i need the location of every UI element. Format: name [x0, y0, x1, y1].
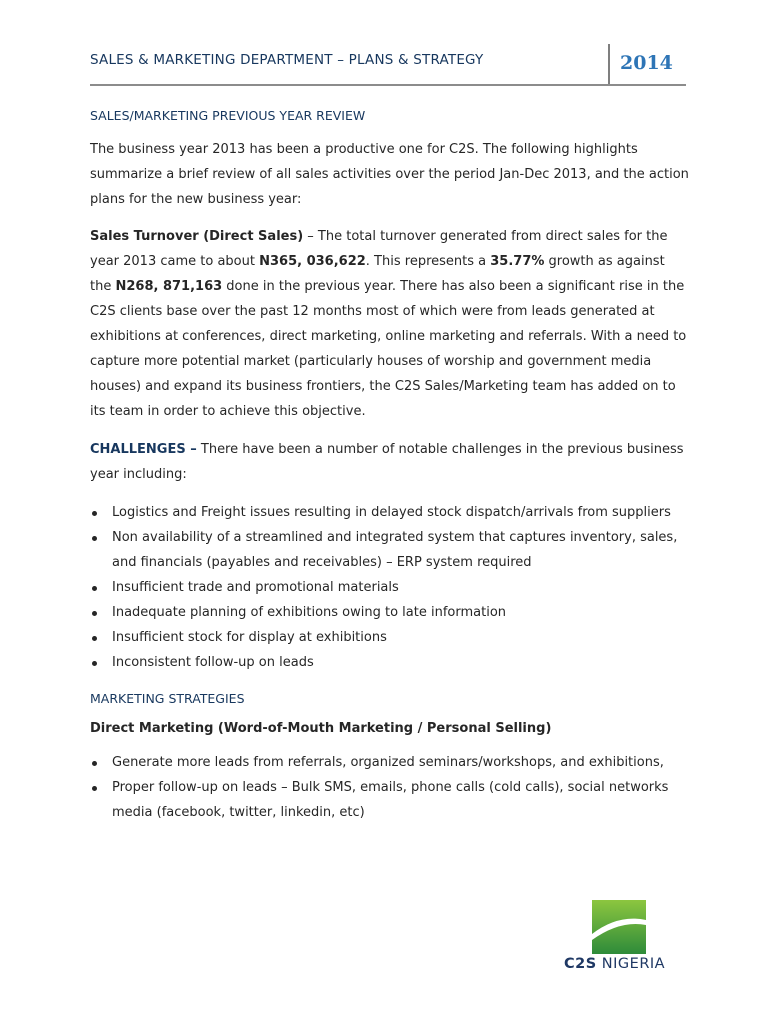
list-item: Generate more leads from referrals, organized seminars/workshops, and exhibitions, — [90, 750, 690, 775]
challenges-label: CHALLENGES – — [90, 442, 197, 457]
list-item: Insufficient stock for display at exhibitions — [90, 625, 690, 650]
turnover-text-4: done in the previous year. There has also been a significant rise in the C2S clients base over the past 12 months most of which were from leads generated at exhibitions at conferences, direct marketing, online marketing and referrals. With a need to capture more potential market (particularly houses of worship and government media houses) and expand its business frontiers, the C2S Sales/Marketing team has added on to its team in order to achieve this objective. — [90, 279, 687, 419]
turnover-label: Sales Turnover (Direct Sales) — [90, 229, 304, 244]
list-item: Proper follow-up on leads – Bulk SMS, emails, phone calls (cold calls), social networks media (facebook, twitter, linkedin, etc) — [90, 775, 690, 825]
review-heading: SALES/MARKETING PREVIOUS YEAR REVIEW — [90, 108, 366, 123]
header-year: 2014 — [620, 52, 673, 74]
review-intro: The business year 2013 has been a productive one for C2S. The following highlights summarize a brief review of all sales activities over the period Jan-Dec 2013, and the action plans for the new business year: — [90, 142, 689, 207]
turnover-text-3: growth as against the — [90, 254, 665, 294]
header-title: SALES & MARKETING DEPARTMENT – PLANS & STRATEGY — [90, 52, 484, 68]
list-item: Inadequate planning of exhibitions owing to late information — [90, 600, 690, 625]
strategies-heading: MARKETING STRATEGIES — [90, 691, 245, 706]
strategies-subheading: Direct Marketing (Word-of-Mouth Marketing / Personal Selling) — [90, 721, 552, 736]
logo-brand: C2S — [564, 956, 597, 972]
strategies-list — [90, 750, 690, 825]
list-item: Logistics and Freight issues resulting in delayed stock dispatch/arrivals from suppliers — [90, 500, 690, 525]
turnover-paragraph — [90, 224, 690, 424]
turnover-amount: N365, 036,622 — [259, 254, 366, 269]
logo-text — [564, 956, 665, 972]
challenges-paragraph — [90, 437, 690, 487]
list-item: Inconsistent follow-up on leads — [90, 650, 690, 675]
document-body — [90, 108, 690, 825]
challenges-intro: There have been a number of notable challenges in the previous business year including: — [90, 442, 684, 482]
list-item: Non availability of a streamlined and integrated system that captures inventory, sales, and financials (payables and receivables) – ERP system required — [90, 525, 690, 575]
list-item: Insufficient trade and promotional materials — [90, 575, 690, 600]
header-divider — [608, 44, 610, 84]
page-header — [90, 48, 686, 86]
previous-amount: N268, 871,163 — [115, 279, 223, 294]
logo-country: NIGERIA — [601, 956, 666, 972]
c2s-nigeria-logo — [564, 900, 676, 980]
turnover-text-1: – The total turnover generated from direct sales for the year 2013 came to about — [90, 229, 668, 269]
turnover-text-2: . This represents a — [365, 254, 491, 269]
logo-mark-icon — [592, 900, 646, 954]
growth-percent: 35.77% — [490, 254, 545, 269]
challenges-list — [90, 500, 690, 675]
